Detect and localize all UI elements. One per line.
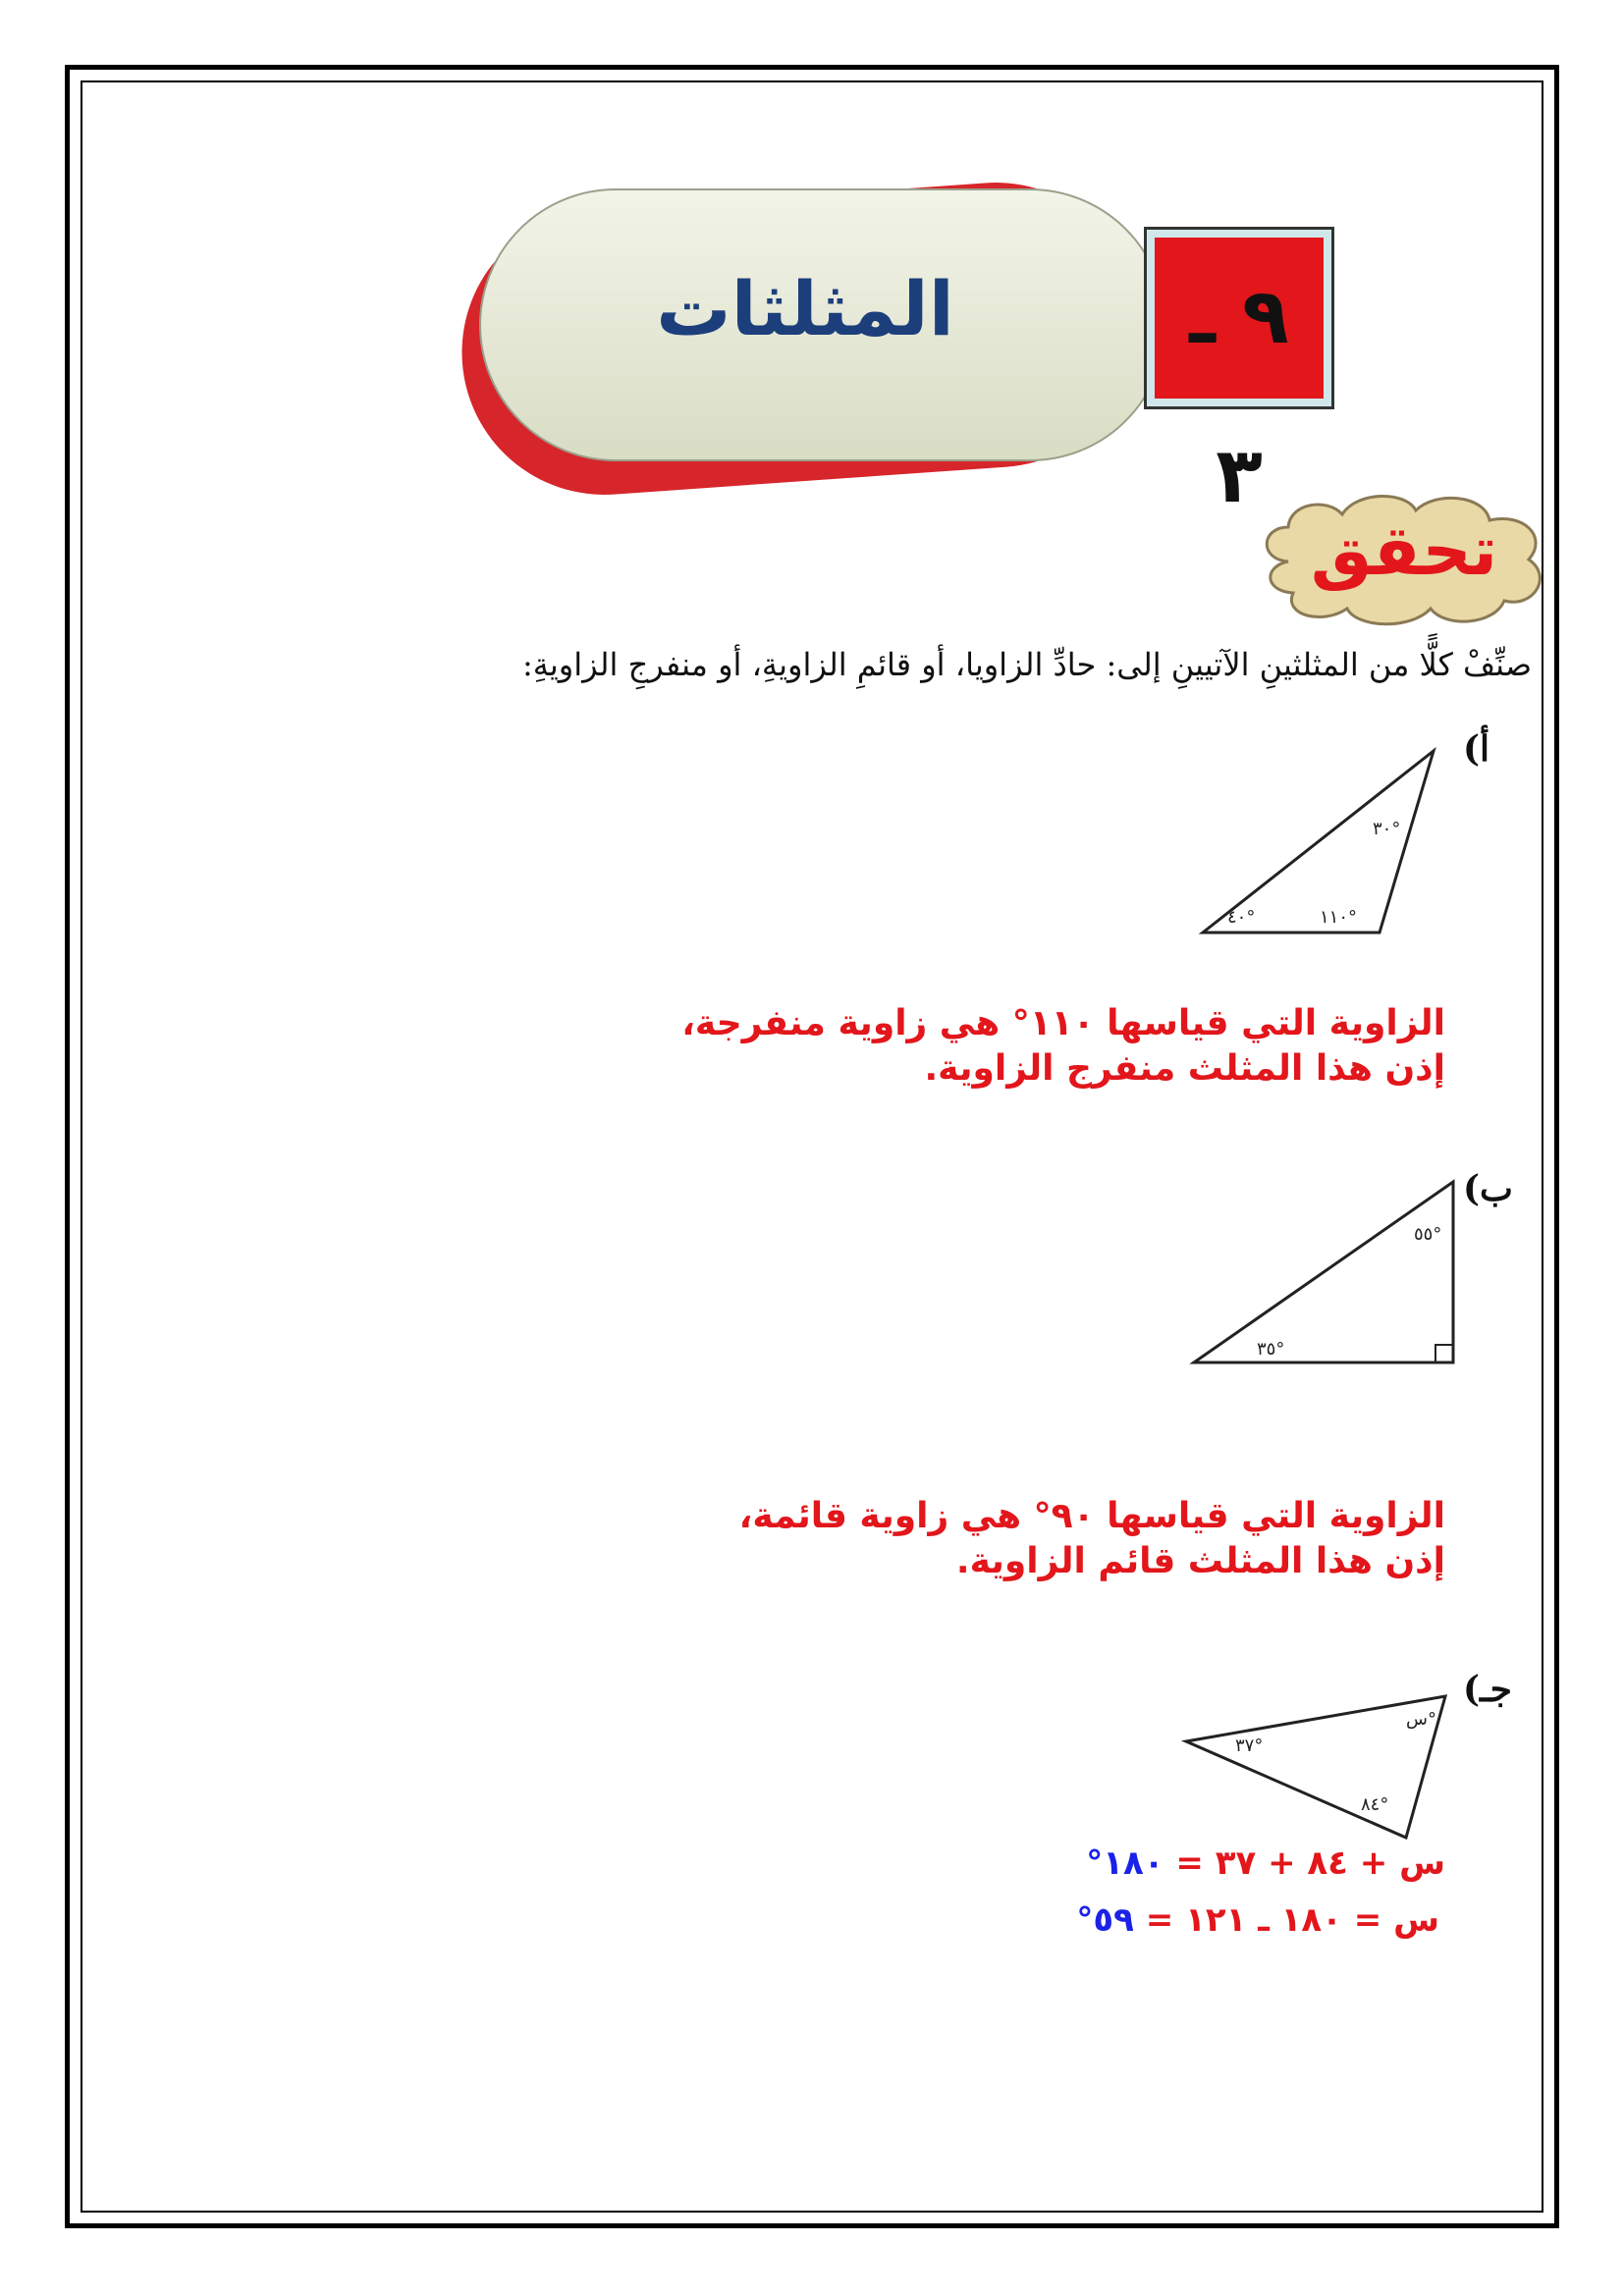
triangle-a-angle-right: ١١٠° [1320,907,1358,928]
question-b-answer-line-1: الزاوية التي قياسها ٩٠° هي زاوية قائمة، [738,1496,1445,1536]
triangle-c-angle-top: س° [1406,1709,1436,1730]
triangle-c-diagram [1178,1681,1453,1847]
page-title: المثلثات [656,265,954,352]
triangle-b-angle-top: ٥٥° [1414,1224,1442,1245]
instruction-text: صنِّفْ كلًّا من المثلثينِ الآتيينِ إلى: حادِّ الزاويا، أو قائمِ الزاويةِ، أو منفرجِ الزاويةِ: [521,646,1532,683]
triangle-a-diagram [1198,736,1453,942]
lesson-number-box: ٩ ـ ٣ [1147,230,1331,406]
question-c-equation-2 [1076,1900,1439,1940]
equation-2-left: س = ١٨٠ ـ ١٢١ = [1145,1900,1439,1940]
triangle-a-angle-top: ٣٠° [1373,819,1401,839]
question-c-equation-1 [1086,1843,1445,1883]
equation-1-right: ١٨٠° [1086,1843,1164,1883]
question-a-label: أ) [1463,728,1490,770]
triangle-b-diagram [1188,1176,1463,1372]
question-b-label: ب) [1463,1168,1513,1209]
question-a-answer-line-2: إذن هذا المثلث منفرج الزاوية. [924,1048,1445,1089]
question-b-answer-line-2: إذن هذا المثلث قائم الزاوية. [955,1541,1445,1581]
triangle-b-angle-left: ٣٥° [1257,1339,1285,1360]
triangle-a-angle-left: ٤٠° [1227,907,1256,928]
question-a-answer [463,1001,1445,1092]
check-badge-label: تحقق [1310,510,1498,591]
triangle-c-angle-left: ٣٧° [1235,1735,1264,1756]
question-a-answer-line-1: الزاوية التي قياسها ١١٠° هي زاوية منفرجة، [681,1003,1445,1043]
question-c-label: جـ) [1463,1669,1512,1710]
question-b-answer [463,1494,1445,1584]
triangle-c-angle-bottom: ٨٤° [1361,1794,1389,1815]
equation-2-right: ٥٩° [1076,1900,1134,1940]
equation-1-left: س + ٨٤ + ٣٧ = [1175,1843,1445,1883]
